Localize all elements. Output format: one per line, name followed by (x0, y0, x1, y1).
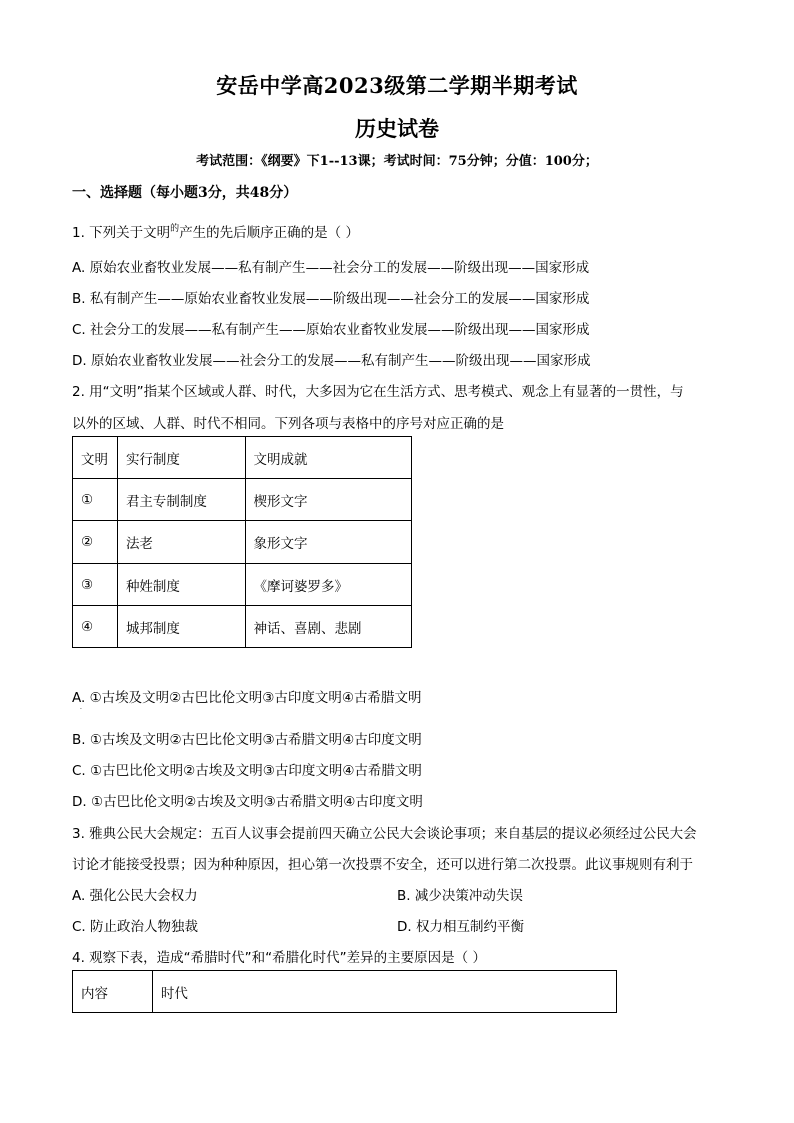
question-2-option-a[interactable]: A. ①古埃及文明②古巴比伦文明③古印度文明④古希腊文明 (72, 690, 422, 706)
question-3-option-a[interactable]: A. 强化公民大会权力 (72, 888, 198, 904)
question-1-stem (72, 221, 359, 241)
table-cell: ① (73, 479, 118, 521)
table-cell: ④ (73, 606, 118, 648)
era-comparison-table (72, 970, 617, 1013)
question-1-option-d[interactable]: D. 原始农业畜牧业发展——社会分工的发展——私有制产生——阶级出现——国家形成 (72, 353, 591, 369)
question-3-option-d[interactable]: D. 权力相互制约平衡 (397, 919, 524, 935)
question-1-option-c[interactable]: C. 社会分工的发展——私有制产生——原始农业畜牧业发展——阶级出现——国家形成 (72, 322, 590, 338)
question-1-stem-part: 产生的先后顺序正确的是（ ） (179, 225, 359, 241)
question-2-option-c[interactable]: C. ①古巴比伦文明②古埃及文明③古印度文明④古希腊文明 (72, 763, 422, 779)
table-header-row (73, 437, 412, 479)
table-cell: 神话、喜剧、悲剧 (245, 606, 411, 648)
table-cell: 象形文字 (245, 521, 411, 564)
table-cell: 种姓制度 (117, 564, 245, 606)
question-3-option-b[interactable]: B. 减少决策冲动失误 (397, 888, 523, 904)
table-cell: 城邦制度 (117, 606, 245, 648)
table-header-cell: 实行制度 (117, 437, 245, 479)
question-1-stem-part: 1. 下列关于文明 (72, 225, 171, 241)
table-header-cell: 文明 (73, 437, 118, 479)
table-header-cell: 时代 (152, 971, 616, 1013)
exam-subject: 历史试卷 (355, 116, 439, 141)
table-cell: ② (73, 521, 118, 564)
table-row (73, 521, 412, 564)
civilization-table (72, 436, 412, 648)
section-heading: 一、选择题（每小题3分，共48分） (72, 185, 298, 201)
table-header-row (73, 971, 617, 1013)
question-1-option-a[interactable]: A. 原始农业畜牧业发展——私有制产生——社会分工的发展——阶级出现——国家形成 (72, 260, 590, 276)
table-cell: 《摩诃婆罗多》 (245, 564, 411, 606)
table-cell: 楔形文字 (245, 479, 411, 521)
question-1-stem-superscript: 的 (170, 224, 180, 234)
exam-info: 考试范围：《纲要》下1--13课；考试时间：75分钟；分值：100分； (196, 154, 598, 169)
question-2-stem-line2: 以外的区域、人群、时代不相同。下列各项与表格中的序号对应正确的是 (72, 416, 504, 432)
question-3-stem-line2: 讨论才能接受投票；因为种种原因，担心第一次投票不安全，还可以进行第二次投票。此议事规则有利于 (72, 857, 693, 873)
table-header-cell: 内容 (73, 971, 153, 1013)
question-1-option-b[interactable]: B. 私有制产生——原始农业畜牧业发展——阶级出现——社会分工的发展——国家形成 (72, 291, 590, 307)
question-3-option-c[interactable]: C. 防止政治人物独裁 (72, 919, 199, 935)
question-2-option-b[interactable]: B. ①古埃及文明②古巴比伦文明③古希腊文明④古印度文明 (72, 732, 422, 748)
table-row (73, 606, 412, 648)
table-cell: ③ (73, 564, 118, 606)
question-4-stem: 4. 观察下表，造成“希腊时代”和“希腊化时代”差异的主要原因是（ ） (72, 950, 486, 966)
table-row (73, 479, 412, 521)
question-2-option-d[interactable]: D. ①古巴比伦文明②古埃及文明③古希腊文明④古印度文明 (72, 794, 423, 810)
table-header-cell: 文明成就 (245, 437, 411, 479)
table-cell: 法老 (117, 521, 245, 564)
question-2-stem-line1: 2. 用“文明”指某个区域或人群、时代，大多因为它在生活方式、思考模式、观念上有显著的一贯性，与 (72, 384, 684, 400)
stray-mark: · (80, 706, 82, 713)
table-cell: 君主专制制度 (117, 479, 245, 521)
table-row (73, 564, 412, 606)
question-3-stem-line1: 3. 雅典公民大会规定：五百人议事会提前四天确立公民大会谈论事项；来自基层的提议必须经过公民大会 (72, 826, 697, 842)
exam-title: 安岳中学高2023级第二学期半期考试 (216, 73, 578, 98)
